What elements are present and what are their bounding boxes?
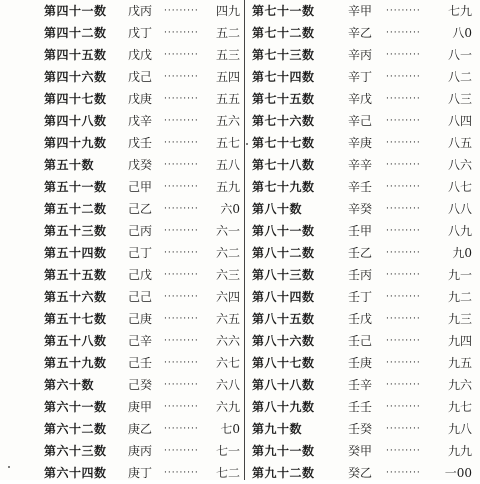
number-label: 第五十五数 (44, 268, 107, 282)
number-value: 五九 (215, 180, 240, 194)
print-speck (246, 143, 248, 145)
dot-leader: ········· (386, 336, 421, 346)
ganzhi-pair: 戊壬 (128, 136, 153, 150)
dot-leader: ········· (386, 424, 421, 434)
dot-leader: ········· (164, 72, 199, 82)
table-row (252, 176, 474, 198)
table-row (252, 396, 474, 418)
ganzhi-pair: 庚乙 (128, 422, 153, 436)
number-label: 第七十七数 (252, 136, 315, 150)
number-value: 九三 (447, 312, 472, 326)
table-row (44, 308, 240, 330)
dot-leader: ········· (164, 336, 199, 346)
ganzhi-pair: 戊癸 (128, 158, 153, 172)
ganzhi-pair: 己丁 (128, 246, 153, 260)
dot-leader: ········· (386, 402, 421, 412)
number-value: 六0 (220, 202, 240, 216)
ganzhi-pair: 己乙 (128, 202, 153, 216)
table-row (252, 462, 474, 484)
ganzhi-pair: 己甲 (128, 180, 153, 194)
table-row (252, 154, 474, 176)
dot-leader: ········· (164, 358, 199, 368)
number-label: 第八十二数 (252, 246, 315, 260)
number-label: 第九十数 (252, 422, 303, 436)
table-row (44, 286, 240, 308)
table-row (252, 374, 474, 396)
dot-leader: ········· (164, 182, 199, 192)
number-value: 七0 (220, 422, 240, 436)
number-value: 五六 (215, 114, 240, 128)
dot-leader: ········· (386, 292, 421, 302)
dot-leader: ········· (164, 50, 199, 60)
number-value: 六八 (215, 378, 240, 392)
number-value: 六七 (215, 356, 240, 370)
column-divider (244, 0, 245, 480)
ganzhi-pair: 癸甲 (348, 444, 373, 458)
table-row (44, 220, 240, 242)
ganzhi-pair: 壬庚 (348, 356, 373, 370)
number-label: 第八十七数 (252, 356, 315, 370)
ganzhi-pair: 戊戊 (128, 48, 153, 62)
dot-leader: ········· (164, 138, 199, 148)
table-row (44, 396, 240, 418)
dot-leader: ········· (386, 314, 421, 324)
number-label: 第四十五数 (44, 48, 107, 62)
number-label: 第八十三数 (252, 268, 315, 282)
number-value: 一00 (444, 466, 472, 480)
table-row (44, 66, 240, 88)
dot-leader: ········· (386, 116, 421, 126)
table-row (44, 352, 240, 374)
table-row (44, 132, 240, 154)
table-row (44, 176, 240, 198)
number-label: 第七十九数 (252, 180, 315, 194)
ganzhi-pair: 己丙 (128, 224, 153, 238)
ganzhi-pair: 戊己 (128, 70, 153, 84)
number-label: 第五十四数 (44, 246, 107, 260)
dot-leader: ········· (164, 314, 199, 324)
number-value: 八六 (447, 158, 472, 172)
table-row (44, 198, 240, 220)
number-label: 第六十三数 (44, 444, 107, 458)
dot-leader: ········· (164, 116, 199, 126)
number-value: 五四 (215, 70, 240, 84)
ganzhi-pair: 壬甲 (348, 224, 373, 238)
table-row (252, 66, 474, 88)
table-row (252, 352, 474, 374)
number-value: 六四 (215, 290, 240, 304)
number-value: 八七 (447, 180, 472, 194)
dot-leader: ········· (386, 248, 421, 258)
number-label: 第八十五数 (252, 312, 315, 326)
table-row (252, 44, 474, 66)
number-value: 八二 (447, 70, 472, 84)
table-row (44, 242, 240, 264)
number-label: 第八十四数 (252, 290, 315, 304)
dot-leader: ········· (386, 358, 421, 368)
number-label: 第六十二数 (44, 422, 107, 436)
dot-leader: ········· (164, 6, 199, 16)
number-label: 第五十三数 (44, 224, 107, 238)
dot-leader: ········· (386, 138, 421, 148)
number-label: 第五十七数 (44, 312, 107, 326)
number-value: 八一 (447, 48, 472, 62)
dot-leader: ········· (164, 204, 199, 214)
number-label: 第八十六数 (252, 334, 315, 348)
number-label: 第五十六数 (44, 290, 107, 304)
number-value: 九二 (447, 290, 472, 304)
number-value: 六六 (215, 334, 240, 348)
number-label: 第四十六数 (44, 70, 107, 84)
ganzhi-pair: 壬辛 (348, 378, 373, 392)
right-column (252, 0, 474, 484)
number-value: 六五 (215, 312, 240, 326)
dot-leader: ········· (386, 6, 421, 16)
ganzhi-pair: 己庚 (128, 312, 153, 326)
number-label: 第七十三数 (252, 48, 315, 62)
number-value: 八0 (452, 26, 472, 40)
dot-leader: ········· (164, 160, 199, 170)
ganzhi-pair: 壬戊 (348, 312, 373, 326)
number-label: 第九十一数 (252, 444, 315, 458)
ganzhi-pair: 壬丁 (348, 290, 373, 304)
table-row (44, 22, 240, 44)
number-value: 八四 (447, 114, 472, 128)
ganzhi-pair: 庚甲 (128, 400, 153, 414)
number-label: 第八十数 (252, 202, 303, 216)
number-label: 第六十四数 (44, 466, 107, 480)
ganzhi-pair: 辛丁 (348, 70, 373, 84)
number-label: 第七十五数 (252, 92, 315, 106)
number-value: 九五 (447, 356, 472, 370)
table-row (44, 0, 240, 22)
ganzhi-pair: 辛戊 (348, 92, 373, 106)
dot-leader: ········· (386, 182, 421, 192)
table-row (252, 418, 474, 440)
dot-leader: ········· (386, 446, 421, 456)
ganzhi-pair: 己癸 (128, 378, 153, 392)
table-row (44, 418, 240, 440)
table-row (252, 22, 474, 44)
number-value: 五八 (215, 158, 240, 172)
dot-leader: ········· (386, 468, 421, 478)
table-row (252, 110, 474, 132)
number-label: 第五十九数 (44, 356, 107, 370)
dot-leader: ········· (386, 94, 421, 104)
dot-leader: ········· (386, 72, 421, 82)
table-row (252, 264, 474, 286)
dot-leader: ········· (386, 204, 421, 214)
number-value: 五二 (215, 26, 240, 40)
table-row (252, 132, 474, 154)
number-value: 五五 (215, 92, 240, 106)
number-value: 九一 (447, 268, 472, 282)
number-value: 五三 (215, 48, 240, 62)
number-value: 六九 (215, 400, 240, 414)
number-label: 第四十八数 (44, 114, 107, 128)
print-speck (8, 466, 10, 468)
dot-leader: ········· (164, 226, 199, 236)
dot-leader: ········· (386, 270, 421, 280)
number-value: 六三 (215, 268, 240, 282)
ganzhi-pair: 己壬 (128, 356, 153, 370)
dot-leader: ········· (164, 28, 199, 38)
ganzhi-pair: 戊丙 (128, 4, 153, 18)
ganzhi-pair: 庚丙 (128, 444, 153, 458)
table-row (44, 44, 240, 66)
ganzhi-pair: 戊丁 (128, 26, 153, 40)
dot-leader: ········· (164, 248, 199, 258)
number-label: 第五十二数 (44, 202, 107, 216)
ganzhi-pair: 癸乙 (348, 466, 373, 480)
left-column (44, 0, 240, 484)
number-label: 第六十一数 (44, 400, 107, 414)
table-row (44, 154, 240, 176)
number-value: 四九 (215, 4, 240, 18)
dot-leader: ········· (164, 270, 199, 280)
dot-leader: ········· (164, 380, 199, 390)
ganzhi-pair: 己戊 (128, 268, 153, 282)
ganzhi-pair: 戊辛 (128, 114, 153, 128)
number-label: 第九十二数 (252, 466, 315, 480)
ganzhi-pair: 辛甲 (348, 4, 373, 18)
ganzhi-pair: 辛壬 (348, 180, 373, 194)
number-value: 九六 (447, 378, 472, 392)
ganzhi-pair: 壬壬 (348, 400, 373, 414)
number-value: 六一 (215, 224, 240, 238)
number-label: 第五十一数 (44, 180, 107, 194)
table-row (44, 110, 240, 132)
number-value: 七九 (447, 4, 472, 18)
number-value: 九0 (452, 246, 472, 260)
number-value: 九七 (447, 400, 472, 414)
dot-leader: ········· (386, 380, 421, 390)
number-label: 第四十七数 (44, 92, 107, 106)
number-label: 第八十九数 (252, 400, 315, 414)
dot-leader: ········· (164, 446, 199, 456)
ganzhi-pair: 戊庚 (128, 92, 153, 106)
dot-leader: ········· (386, 226, 421, 236)
number-label: 第六十数 (44, 378, 95, 392)
number-value: 八五 (447, 136, 472, 150)
dot-leader: ········· (386, 160, 421, 170)
table-row (252, 308, 474, 330)
number-value: 六二 (215, 246, 240, 260)
dot-leader: ········· (164, 292, 199, 302)
number-label: 第七十六数 (252, 114, 315, 128)
table-row (44, 374, 240, 396)
table-row (252, 330, 474, 352)
number-label: 第五十八数 (44, 334, 107, 348)
number-label: 第八十八数 (252, 378, 315, 392)
ganzhi-pair: 辛庚 (348, 136, 373, 150)
table-row (252, 242, 474, 264)
number-label: 第五十数 (44, 158, 95, 172)
number-value: 九八 (447, 422, 472, 436)
ganzhi-pair: 辛乙 (348, 26, 373, 40)
dot-leader: ········· (386, 50, 421, 60)
dot-leader: ········· (164, 402, 199, 412)
ganzhi-pair: 辛癸 (348, 202, 373, 216)
number-label: 第七十二数 (252, 26, 315, 40)
ganzhi-pair: 己辛 (128, 334, 153, 348)
number-value: 八九 (447, 224, 472, 238)
dot-leader: ········· (164, 468, 199, 478)
number-value: 八八 (447, 202, 472, 216)
number-label: 第七十四数 (252, 70, 315, 84)
number-value: 七二 (215, 466, 240, 480)
number-label: 第四十九数 (44, 136, 107, 150)
number-value: 八三 (447, 92, 472, 106)
number-label: 第七十一数 (252, 4, 315, 18)
ganzhi-pair: 己己 (128, 290, 153, 304)
table-row (44, 88, 240, 110)
number-label: 第四十一数 (44, 4, 107, 18)
ganzhi-pair: 辛辛 (348, 158, 373, 172)
table-row (252, 220, 474, 242)
ganzhi-pair: 壬己 (348, 334, 373, 348)
number-value: 七一 (215, 444, 240, 458)
number-value: 九九 (447, 444, 472, 458)
table-row (44, 462, 240, 484)
table-row (252, 198, 474, 220)
table-row (44, 440, 240, 462)
table-row (252, 286, 474, 308)
number-label: 第四十二数 (44, 26, 107, 40)
ganzhi-pair: 壬乙 (348, 246, 373, 260)
dot-leader: ········· (164, 424, 199, 434)
table-row (252, 88, 474, 110)
ganzhi-pair: 壬丙 (348, 268, 373, 282)
table-row (252, 0, 474, 22)
ganzhi-pair: 庚丁 (128, 466, 153, 480)
ganzhi-pair: 辛丙 (348, 48, 373, 62)
number-label: 第八十一数 (252, 224, 315, 238)
ganzhi-pair: 壬癸 (348, 422, 373, 436)
dot-leader: ········· (386, 28, 421, 38)
dot-leader: ········· (164, 94, 199, 104)
table-row (44, 330, 240, 352)
number-value: 五七 (215, 136, 240, 150)
table-row (252, 440, 474, 462)
table-row (44, 264, 240, 286)
number-label: 第七十八数 (252, 158, 315, 172)
ganzhi-pair: 辛己 (348, 114, 373, 128)
number-value: 九四 (447, 334, 472, 348)
